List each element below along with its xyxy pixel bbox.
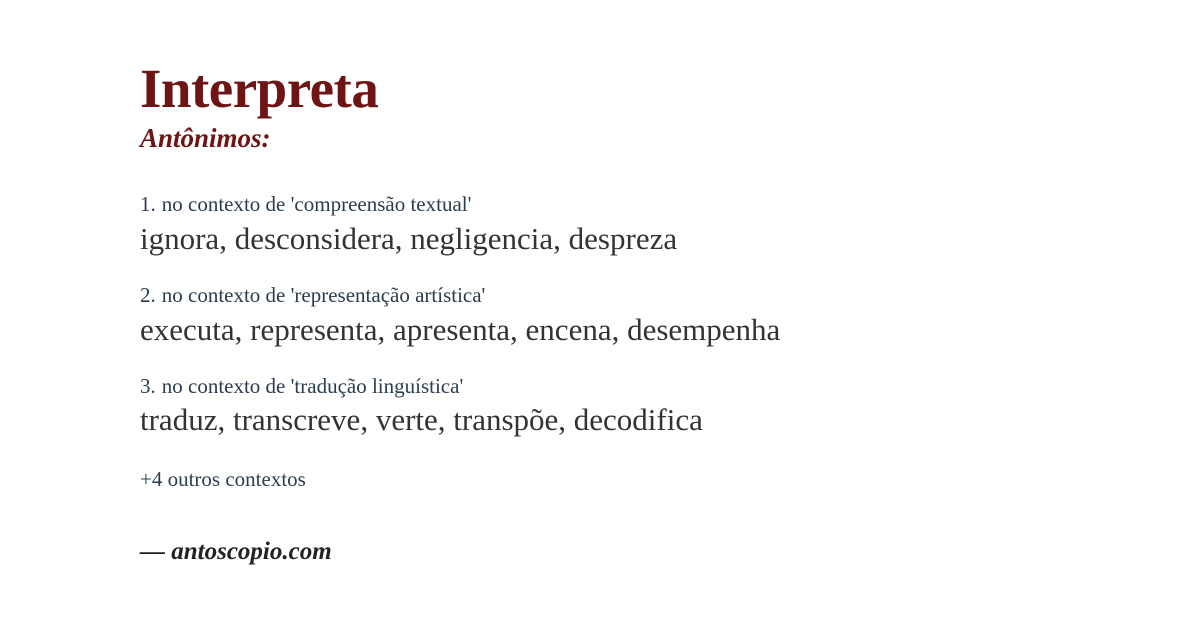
antonym-sections	[140, 191, 1140, 438]
site-attribution: — antoscopio.com	[140, 538, 332, 566]
antonym-section-2	[140, 282, 1140, 347]
antonym-section-1	[140, 191, 1140, 256]
antonym-section-3	[140, 373, 1140, 438]
antonyms-heading: Antônimos:	[140, 122, 271, 153]
context-label	[140, 191, 1140, 217]
context-label	[140, 282, 1140, 308]
context-text: no contexto de 'representação artística'	[161, 283, 486, 308]
context-label	[140, 373, 1140, 399]
context-text: no contexto de 'compreensão textual'	[161, 192, 472, 217]
context-number: 2.	[140, 283, 156, 308]
context-number: 1.	[140, 192, 156, 217]
antonyms-list: ignora, desconsidera, negligencia, despreza	[140, 220, 678, 256]
context-number: 3.	[140, 374, 156, 399]
antonyms-list: executa, representa, apresenta, encena, desempenha	[140, 311, 781, 347]
page-title: Interpreta	[140, 58, 379, 119]
more-contexts-link[interactable]: +4 outros contextos	[140, 467, 306, 492]
antonyms-list: traduz, transcreve, verte, transpõe, decodifica	[140, 402, 703, 438]
context-text: no contexto de 'tradução linguística'	[161, 374, 464, 399]
